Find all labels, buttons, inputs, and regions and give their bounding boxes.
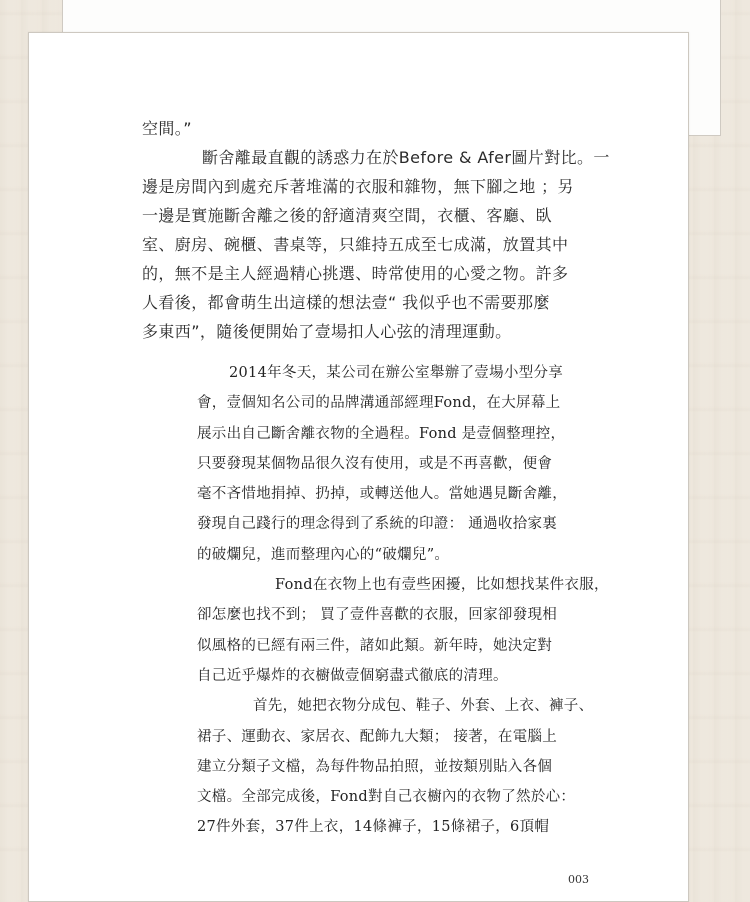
text-line: Fond在衣物上也有壹些困擾，比如想找某件衣服， xyxy=(275,577,609,594)
text-line: 人看後，都會萌生出這樣的想法壹“ 我似乎也不需要那麼 xyxy=(142,293,550,312)
text-line: 自己近乎爆炸的衣櫥做壹個窮盡式徹底的清理。 xyxy=(197,667,508,684)
text-line: 2014年冬天，某公司在辦公室舉辦了壹場小型分享 xyxy=(229,365,564,381)
text-line: 文檔。全部完成後，Fond對自己衣櫥內的衣物了然於心： xyxy=(197,789,576,806)
text-line: 27件外套，37件上衣，14條褲子，15條裙子，6頂帽 xyxy=(197,819,550,836)
text-line: 會，壹個知名公司的品牌溝通部經理Fond，在大屏幕上 xyxy=(197,395,561,412)
page-number: 003 xyxy=(568,873,589,886)
text-line: 只要發現某個物品很久沒有使用，或是不再喜歡，便會 xyxy=(197,455,553,472)
text-line: 的，無不是主人經過精心挑選、時常使用的心愛之物。許多 xyxy=(142,264,569,283)
text-line: 邊是房間內到處充斥著堆滿的衣服和雜物，無下腳之地 ；另 xyxy=(142,177,574,196)
text-line: 裙子、運動衣、家居衣、配飾九大類； 接著，在電腦上 xyxy=(197,728,558,745)
text-line: 空間。” xyxy=(142,119,192,138)
text-line: 首先，她把衣物分成包、鞋子、外套、上衣、褲子、 xyxy=(253,698,594,715)
text-line: 一邊是實施斷舍離之後的舒適清爽空間，衣櫃、客廳、臥 xyxy=(142,206,553,225)
text-line: 多東西”，隨後便開始了壹場扣人心弦的清理運動。 xyxy=(142,322,512,341)
text-line: 展示出自己斷舍離衣物的全過程。Fond 是壹個整理控， xyxy=(197,425,566,442)
text-line: 卻怎麼也找不到； 買了壹件喜歡的衣服，回家卻發現相 xyxy=(197,607,558,624)
text-line: 斷舍離最直觀的誘惑力在於Before & Afer圖片對比。一 xyxy=(202,148,610,167)
main-text xyxy=(142,114,642,346)
text-line: 似風格的已經有兩三件，諸如此類。新年時，她決定對 xyxy=(197,637,553,654)
text-line: 毫不吝惜地捐掉、扔掉，或轉送他人。當她遇見斷舍離， xyxy=(197,486,567,503)
quoted-passage xyxy=(197,358,637,843)
text-line: 發現自己踐行的理念得到了系統的印證： 通過收拾家裏 xyxy=(197,516,558,533)
text-line: 室、廚房、碗櫃、書桌等，只維持五成至七成滿，放置其中 xyxy=(142,235,569,254)
text-line: 的破爛兒，進而整理內心的“破爛兒”。 xyxy=(197,546,450,563)
text-line: 建立分類子文檔，為每件物品拍照，並按類別貼入各個 xyxy=(197,758,553,775)
